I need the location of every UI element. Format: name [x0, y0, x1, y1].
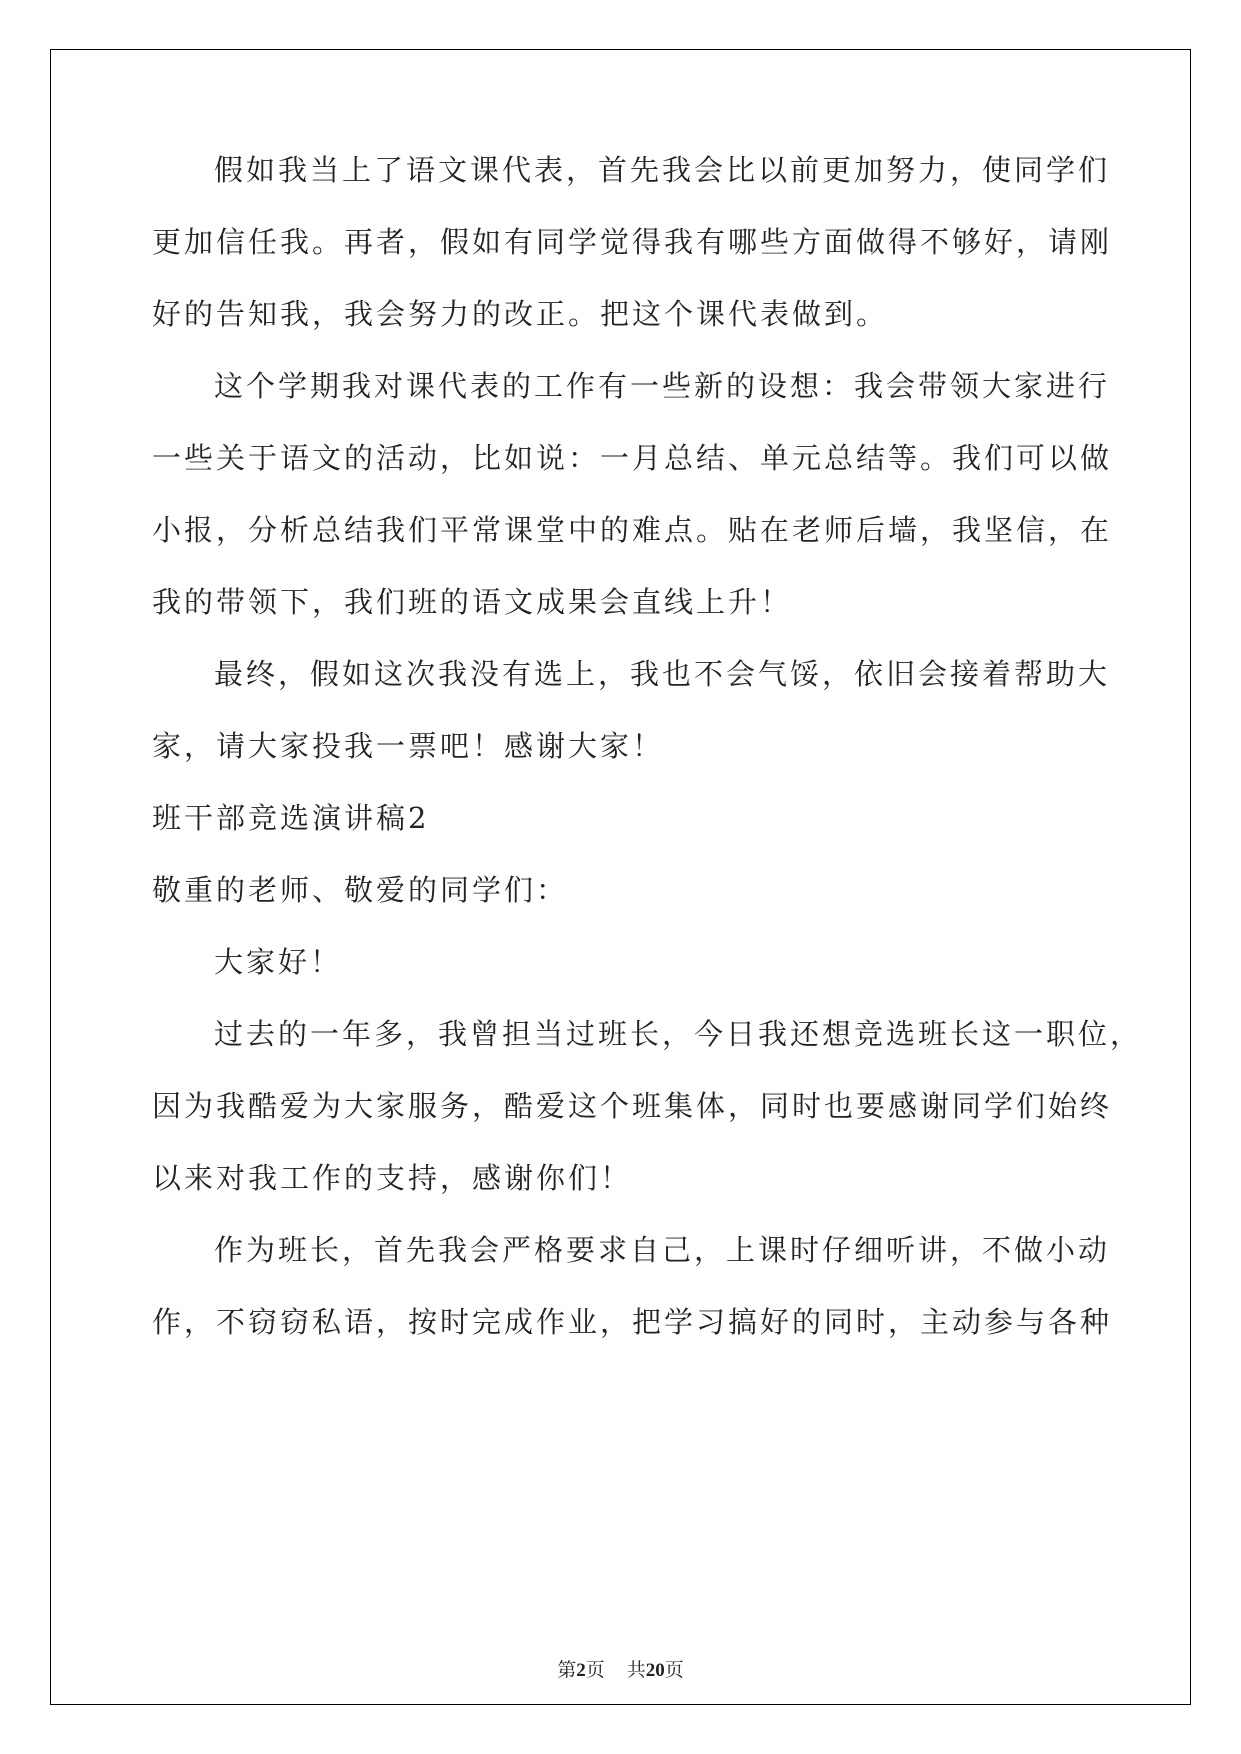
- paragraph-line: 我的带领下，我们班的语文成果会直线上升！: [152, 585, 793, 619]
- paragraph-line: 作，不窃窃私语，按时完成作业，把学习搞好的同时，主动参与各种: [152, 1305, 1113, 1339]
- section-title: 班干部竞选演讲稿2: [152, 801, 430, 835]
- paragraph-line: 小报，分析总结我们平常课堂中的难点。贴在老师后墙，我坚信，在: [152, 513, 1113, 547]
- paragraph-line: 作为班长，首先我会严格要求自己，上课时仔细听讲，不做小动: [214, 1233, 1111, 1267]
- page-suffix: 页: [585, 1659, 605, 1681]
- paragraph-line: 这个学期我对课代表的工作有一些新的设想：我会带领大家进行: [214, 369, 1111, 403]
- paragraph-line: 最终，假如这次我没有选上，我也不会气馁，依旧会接着帮助大: [214, 657, 1111, 691]
- page-total: 20: [645, 1660, 665, 1681]
- paragraph-line: 以来对我工作的支持，感谢你们！: [152, 1161, 633, 1195]
- total-prefix: 共: [626, 1659, 646, 1681]
- paragraph-line: 家，请大家投我一票吧！感谢大家！: [152, 729, 665, 763]
- paragraph-line: 过去的一年多，我曾担当过班长，今日我还想竞选班长这一职位，: [214, 1017, 1143, 1051]
- salutation: 敬重的老师、敬爱的同学们：: [152, 873, 569, 907]
- paragraph-line: 一些关于语文的活动，比如说：一月总结、单元总结等。我们可以做: [152, 441, 1113, 475]
- page-current: 2: [576, 1660, 586, 1681]
- page-footer: [0, 1655, 1241, 1682]
- paragraph-line: 假如我当上了语文课代表，首先我会比以前更加努力，使同学们: [214, 153, 1111, 187]
- paragraph-line: 更加信任我。再者，假如有同学觉得我有哪些方面做得不够好，请刚: [152, 225, 1113, 259]
- paragraph-line: 因为我酷爱为大家服务，酷爱这个班集体，同时也要感谢同学们始终: [152, 1089, 1113, 1123]
- greeting: 大家好！: [214, 945, 343, 979]
- paragraph-line: 好的告知我，我会努力的改正。把这个课代表做到。: [152, 297, 889, 331]
- page-prefix: 第: [557, 1659, 577, 1681]
- total-suffix: 页: [664, 1659, 684, 1681]
